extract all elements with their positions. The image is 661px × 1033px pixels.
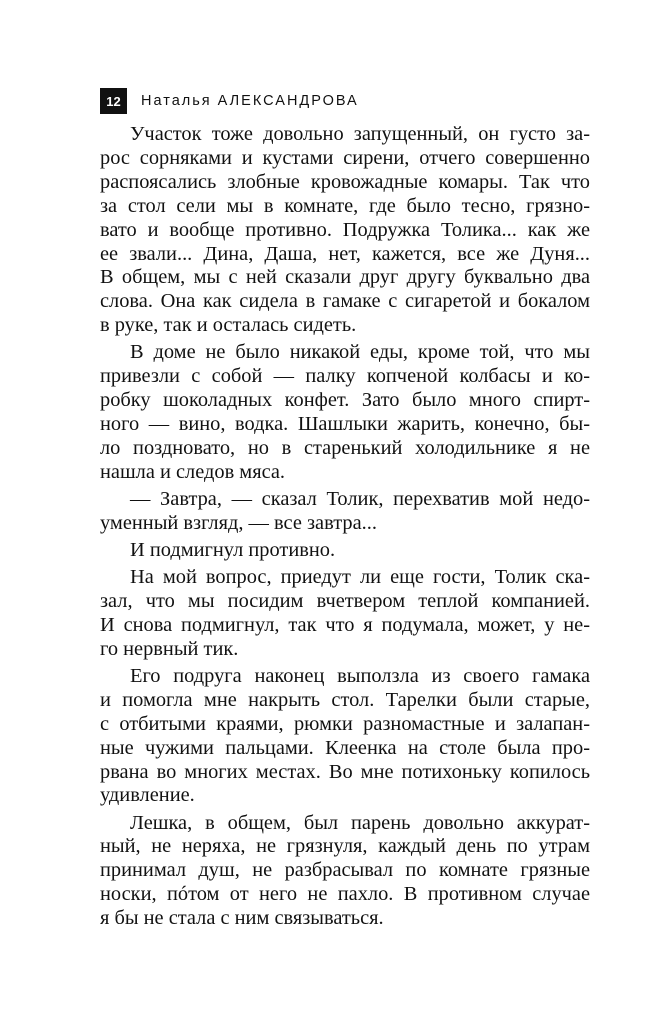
text-line: за стол сели мы в комнате, где было тесно, грязно- (100, 194, 590, 217)
text-line: вато и вообще противно. Подружка Толика... как же (100, 218, 590, 241)
text-line: робку шоколадных конфет. Зато было много спирт- (100, 389, 590, 412)
text-line: Участок тоже довольно запущенный, он густо за- (130, 123, 590, 145)
text-line: с отбитыми краями, рюмки разномастные и залапан- (100, 712, 590, 735)
text-line: привезли с собой — палку копченой колбасы и ко- (100, 365, 590, 388)
text-line: я бы не стала с ним связываться. (100, 907, 384, 930)
text-line: нашла и следов мяса. (100, 460, 286, 483)
text-line: носки, пóтом от него не пахло. В противном случае (100, 883, 590, 906)
text-line: На мой вопрос, приедут ли еще гости, Толик ска- (130, 566, 590, 589)
text-line: ного — вино, водка. Шашлыки жарить, конечно, бы- (100, 413, 590, 436)
text-line: ные чужими пальцами. Клеенка на столе была про- (100, 736, 590, 759)
page-number: 12 (100, 88, 127, 114)
text-line: В общем, мы с ней сказали друг другу буквально два (100, 266, 590, 289)
text-line: в руке, так и осталась сидеть. (100, 314, 357, 337)
paragraph (100, 812, 590, 932)
text-line: И подмигнул противно. (130, 538, 336, 561)
body-text (100, 123, 590, 934)
text-line: зал, что мы посидим вчетвером теплой компанией. (100, 589, 590, 612)
running-head-title: Наталья АЛЕКСАНДРОВА (141, 93, 359, 109)
text-line: принимал душ, не разбрасывал по комнате грязные (100, 859, 590, 882)
text-line: слова. Она как сидела в гамаке с сигаретой и бокалом (100, 290, 590, 313)
paragraph (100, 488, 590, 536)
paragraph (100, 665, 590, 808)
text-line: ее звали... Дина, Даша, нет, кажется, все же Дуня... (100, 242, 590, 265)
paragraph (100, 341, 590, 484)
text-line: рвана во многих местах. Во мне потихоньку копилось (100, 760, 590, 783)
text-line: го нервный тик. (100, 637, 239, 660)
text-line: Его подруга наконец выползла из своего гамака (130, 664, 590, 687)
paragraph (100, 566, 590, 662)
text-line: уменный взгляд, — все завтра... (100, 511, 377, 534)
text-line: удивление. (100, 784, 195, 807)
paragraph (100, 539, 590, 563)
text-line: И снова подмигнул, так что я подумала, может, у не- (100, 613, 590, 636)
text-line: ло поздновато, но в старенький холодильнике я не (100, 436, 590, 459)
text-line: Лешка, в общем, был парень довольно аккурат- (130, 811, 590, 834)
running-header (100, 88, 359, 114)
text-line: и помогла мне накрыть стол. Тарелки были старые, (100, 688, 590, 711)
paragraph (100, 123, 590, 338)
text-line: В доме не было никакой еды, кроме той, что мы (130, 341, 590, 364)
text-line: ный, не неряха, не грязнуля, каждый день по утрам (100, 835, 590, 858)
text-line: распоясались злобные кровожадные комары. Так что (100, 170, 590, 193)
text-line: рос сорняками и кустами сирени, отчего совершенно (100, 146, 590, 169)
text-line: — Завтра, — сказал Толик, перехватив мой недо- (130, 487, 590, 510)
